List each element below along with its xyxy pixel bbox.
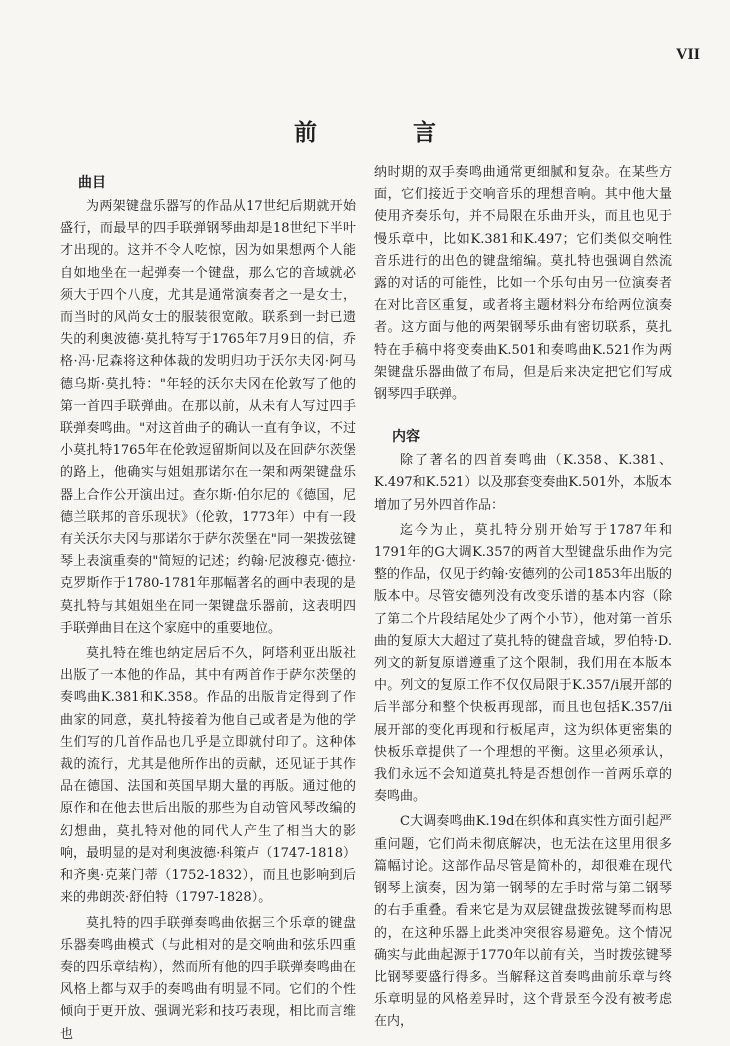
page-number: VII (675, 46, 700, 63)
paragraph: 莫扎特的四手联弹奏鸣曲依据三个乐章的键盘乐器奏鸣曲模式（与此相对的是交响曲和弦乐四重奏的四乐章结构），然而所有他的四手联弹奏鸣曲在风格上都与双手的奏鸣曲有明显不同。它们的个性倾向于更开放、强调光彩和技巧表现，相比而言维也 (60, 915, 356, 1042)
paragraph: 为两架键盘乐器写的作品从17世纪后期就开始盛行，而最早的四手联弹钢琴曲却是18世纪下半叶才出现的。这并不令人吃惊，因为如果想两个人能自如地坐在一起弹奏一个键盘，那么它的音域就必须大于四个八度，尤其是通常演奏者之一是女士，而当时的风尚女士的服装很宽敞。联系到一封已遗失的利奥波德·莫扎特写于1765年7月9日的信，乔格·冯·尼森将这种体裁的发明归功于沃尔夫冈·阿马德乌斯·莫扎特："年轻的沃尔夫冈在伦敦写了他的第一首四手联弹曲。在那以前，从未有人写过四手联弹奏鸣曲。"对这首曲子的确认一直有争议，不过小莫扎特1765年在伦敦逗留斯间以及在回萨尔茨堡的路上，他确实与姐姐那诺尔在一架和两架键盘乐器上合作公开演出过。查尔斯·伯尔尼的《德国，尼德兰联邦的音乐现状》（伦敦，1773年）中有一段有关沃尔夫冈与那诺尔于萨尔茨堡在"同一架拨弦键琴上表演重奏的"简短的记述；约翰·尼波穆克·德拉·克罗斯作于1780-1781年那幅著名的画中表现的是莫扎特与其姐姐坐在同一架键盘乐器前，这表明四手联弹曲目在这个家庭中的重要地位。 (60, 199, 356, 636)
page-title: 前 言 (293, 119, 480, 146)
section-heading-contents: 内容 (392, 429, 420, 446)
paragraph: 莫扎特在维也纳定居后不久，阿塔利亚出版社出版了一本他的作品，其中有两首作于萨尔茨堡的奏鸣曲K.381和K.358。作品的出版肯定得到了作曲家的同意，莫扎特接着为他自己或者是为他的学生们写的几首作品也几乎是立即就付印了。这种体裁的流行，尤其是他所作出的贡献，还见证于其作品在德国、法国和英国早期大量的再版。通过他的原作和在他去世后出版的那些为自动管风琴改编的幻想曲，莫扎特对他的同代人产生了相当大的影响，最明显的是对利奥波德·科策卢（1747-1818）和齐奥·克莱门蒂（1752-1832），而且也影响到后来的弗朗茨·舒伯特（1797-1828）。 (60, 646, 356, 906)
section-heading-repertoire: 曲目 (78, 175, 106, 191)
paragraph-continuation: 纳时期的双手奏鸣曲通常更细腻和复杂。在某些方面，它们接近于交响音乐的理想音响。其中他大量使用齐奏乐句，并不局限在乐曲开头，而且也见于慢乐章中，比如K.381和K.497；它们类似交响性音乐进行的出色的键盘缩编。莫扎特也强调自然流露的对话的可能性，比如一个乐句由另一位演奏者在对比音区重复，或者将主题材料分布给两位演奏者。这方面与他的两架钢琴乐曲有密切联系，莫扎特在手稿中将变奏曲K.501和奏鸣曲K.521作为两架键盘乐器曲做了布局，但是后来决定把它们写成钢琴四手联弹。 (374, 165, 672, 403)
paragraph: 迄今为止，莫扎特分别开始写于1787年和1791年的G大调K.357的两首大型键盘乐曲作为完整的作品，仅见于约翰·安德列的公司1853年出版的版本中。尽管安德列没有改变乐谱的基本内容（除了第二个片段结尾处少了两个小节），他对第一首乐曲的复原大大超过了莫扎特的键盘音域，罗伯特·D.列文的新复原谱遵重了这个限制，我们用在本版本中。列文的复原工作不仅仅局限于K.357/i展开部的后半部分和整个快板再现部，而且也包括K.357/ii展开部的变化再现和行板尾声，这为织体更密集的快板乐章提供了一个理想的平衡。这里必须承认，我们永远不会知道莫扎特是否想创作一首两乐章的奏鸣曲。 (374, 522, 672, 805)
paragraph: 除了著名的四首奏鸣曲（K.358、K.381、K.497和K.521）以及那套变奏曲K.501外，本版本增加了另外四首作品： (374, 453, 672, 513)
right-column (374, 162, 672, 1034)
left-column (60, 162, 356, 1046)
paragraph: C大调奏鸣曲K.19d在织体和真实性方面引起严重问题，它们尚未彻底解决，也无法在这里用很多篇幅讨论。这部作品尽管是简朴的，却很难在现代钢琴上演奏，因为第一钢琴的左手时常与第二钢琴的右手重叠。看来它是为双层键盘拨弦键琴而构思的，在这种乐器上此类冲突很容易避免。这个情况确实与此曲起源于1770年以前有关，当时拨弦键琴比钢琴要盛行得多。当解释这首奏鸣曲前乐章与终乐章明显的风格差异时，这个背景至今没有被考虑在内， (374, 814, 672, 1030)
